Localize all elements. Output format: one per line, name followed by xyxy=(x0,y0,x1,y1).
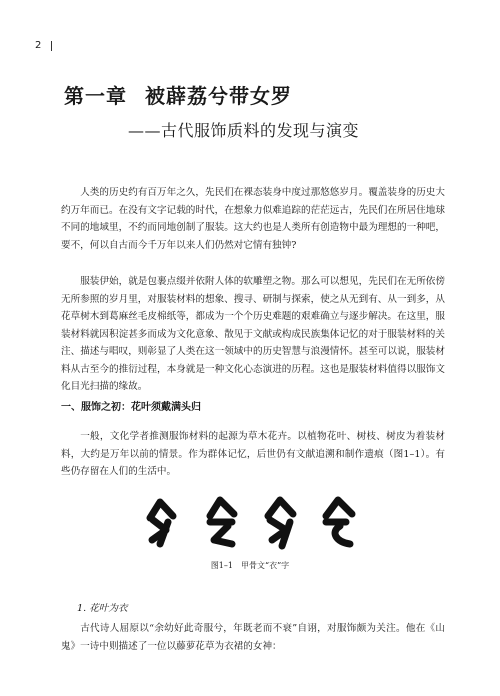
section-heading: 一、服饰之初：花叶须戴满头归 xyxy=(61,402,201,413)
subsection-paragraph: 古代诗人屈原以“余幼好此奇服兮，年既老而不衰”自诩，对服饰颇为关注。他在《山鬼》一诗中则描述了一位以藤萝花草为衣裙的女神： xyxy=(61,623,445,652)
section-paragraph: 一般，文化学者推测服饰材料的起源为草木花卉。以植物花叶、树枝、树皮为着装材料，大约是万年以前的情景。作为群体记忆，后世仍有文献追溯和制作遗痕（图1–1）。有些仍存留在人们的生活中。 xyxy=(61,431,445,477)
page-number: 2 xyxy=(35,40,42,51)
chapter-subtitle: ——古代服饰质料的发现与演变 xyxy=(128,121,360,140)
oracle-bone-glyphs-figure xyxy=(140,492,370,552)
oracle-glyph-4 xyxy=(326,500,352,544)
oracle-glyph-2 xyxy=(210,500,234,544)
page-number-divider xyxy=(51,41,52,51)
intro-paragraph-2: 服装伊始，就是包裹点缀并依附人体的软雕塑之物。那么可以想见，先民们在无所依傍无所参照的岁月里，对服装材料的想象、搜寻、研制与探索，使之从无到有、从一到多，从花草树木到葛麻丝毛皮棉纸等，都成为一个个历史难题的艰难确立与逐步解决。在这里，服装材料就因积淀甚多而成为文化意象、散见于文献或构成民族集体记忆的对于服装材料的关注、描述与唱叹，则彰显了人类在这一领域中的历史智慧与浪漫情怀。甚至可以说，服装材料从古至今的推衍过程，本身就是一种文化心态演进的历程。这也是服装材料值得以服饰文化目光扫描的缘故。 xyxy=(61,276,445,392)
chapter-label: 第一章 xyxy=(64,84,127,108)
oracle-glyph-1 xyxy=(150,502,173,544)
subsection-heading: 1. 花叶为衣 xyxy=(77,603,128,614)
figure-caption: 图1–1 甲骨文“衣”字 xyxy=(210,561,290,570)
chapter-title xyxy=(64,80,292,109)
intro-paragraph-1: 人类的历史约有百万年之久，先民们在裸态装身中度过那悠悠岁月。覆盖装身的历史大约万年而已。在没有文字记载的时代，在想象力似难追踪的茫茫远古，先民们在所居住地球不同的地域里，不约而同地创制了服装。这大约也是人类所有创造物中最为理想的一种吧，要不，何以自古而今千万年以来人们仍然对它情有独钟? xyxy=(61,187,445,251)
oracle-glyph-3 xyxy=(268,500,293,546)
chapter-title-text: 被薜荔兮带女罗 xyxy=(145,84,292,108)
